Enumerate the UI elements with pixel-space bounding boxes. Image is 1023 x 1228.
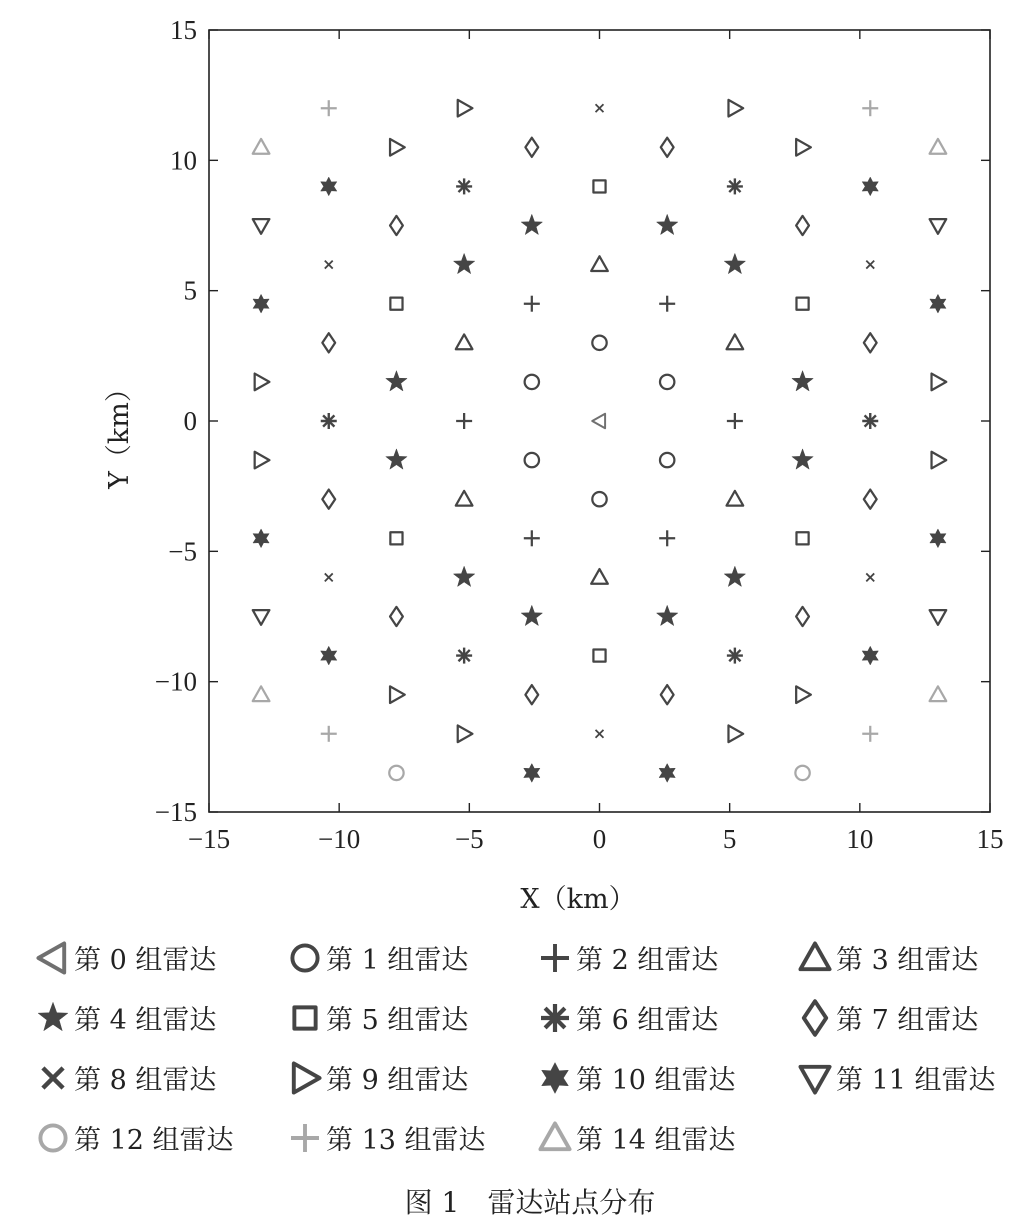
series-12-point bbox=[389, 766, 403, 780]
legend-label: 第 0 组雷达 bbox=[74, 945, 217, 976]
series-4-point bbox=[657, 214, 678, 234]
series-7-point bbox=[796, 607, 809, 626]
series-1-point bbox=[592, 492, 606, 506]
series-5 bbox=[390, 180, 808, 661]
y-tick-label: 10 bbox=[170, 145, 197, 176]
series-10-point bbox=[862, 646, 878, 665]
series-6-point bbox=[727, 648, 743, 664]
legend-label: 第 9 组雷达 bbox=[326, 1065, 469, 1096]
legend-marker bbox=[294, 1063, 320, 1092]
series-6-point bbox=[727, 178, 743, 194]
series-7-point bbox=[390, 607, 403, 626]
series-3 bbox=[456, 256, 743, 584]
series-0-point bbox=[592, 414, 605, 429]
series-14-point bbox=[253, 139, 270, 154]
legend-label: 第 1 组雷达 bbox=[326, 945, 469, 976]
series-8-point bbox=[596, 104, 604, 112]
series-2-point bbox=[727, 413, 743, 429]
legend-item bbox=[541, 1004, 718, 1036]
series-2-point bbox=[659, 530, 675, 546]
series-4-point bbox=[453, 566, 474, 586]
legend-item bbox=[294, 1005, 468, 1036]
legend-label: 第 4 组雷达 bbox=[74, 1005, 217, 1036]
scatter-marks bbox=[253, 100, 947, 782]
series-7-point bbox=[390, 216, 403, 235]
x-tick-label: 5 bbox=[722, 824, 737, 854]
series-4-point bbox=[386, 371, 407, 391]
series-5-point bbox=[390, 298, 402, 310]
series-4-point bbox=[792, 371, 813, 391]
legend bbox=[38, 943, 995, 1156]
x-tick-label: −5 bbox=[454, 824, 484, 854]
series-11 bbox=[253, 219, 947, 625]
x-tick-label: 10 bbox=[846, 824, 874, 854]
x-tick-label: −15 bbox=[187, 824, 231, 854]
y-tick-label: 15 bbox=[170, 15, 197, 45]
series-7-point bbox=[525, 685, 538, 704]
series-13-point bbox=[862, 100, 878, 116]
legend-marker bbox=[292, 945, 317, 970]
series-4-point bbox=[792, 449, 813, 469]
series-5-point bbox=[796, 298, 808, 310]
series-10-point bbox=[862, 177, 878, 196]
series-7 bbox=[322, 138, 876, 705]
series-3-point bbox=[727, 334, 744, 349]
legend-marker bbox=[38, 1002, 68, 1030]
series-9-point bbox=[728, 100, 743, 117]
series-1 bbox=[525, 336, 675, 507]
series-4-point bbox=[724, 253, 745, 273]
series-9 bbox=[255, 100, 947, 742]
series-4-point bbox=[724, 566, 745, 586]
series-4 bbox=[386, 214, 813, 625]
series-1-point bbox=[660, 375, 674, 389]
series-11-point bbox=[930, 610, 947, 625]
legend-item bbox=[38, 943, 216, 976]
series-14 bbox=[253, 139, 947, 701]
series-2-point bbox=[524, 530, 540, 546]
y-tick-label: 0 bbox=[183, 406, 197, 436]
series-8-point bbox=[325, 261, 333, 269]
series-10-point bbox=[253, 529, 269, 548]
series-7-point bbox=[525, 138, 538, 157]
series-6-point bbox=[862, 413, 878, 429]
series-6-point bbox=[456, 178, 472, 194]
series-10-point bbox=[930, 529, 946, 548]
series-12-point bbox=[795, 766, 809, 780]
series-10-point bbox=[253, 294, 269, 313]
legend-label: 第 6 组雷达 bbox=[576, 1005, 719, 1036]
legend-marker bbox=[804, 1001, 826, 1035]
series-1-point bbox=[525, 375, 539, 389]
series-8-point bbox=[866, 261, 874, 269]
series-6 bbox=[321, 178, 878, 663]
series-10-point bbox=[321, 646, 337, 665]
series-5-point bbox=[796, 532, 808, 544]
series-11-point bbox=[253, 219, 270, 234]
legend-item bbox=[38, 1002, 216, 1036]
series-9-point bbox=[255, 374, 270, 391]
y-axis-title: Y（km） bbox=[104, 375, 135, 489]
legend-item bbox=[540, 1123, 735, 1156]
series-11-point bbox=[930, 219, 947, 234]
series-11-point bbox=[253, 610, 270, 625]
legend-marker bbox=[541, 1004, 569, 1032]
x-axis-title: X（km） bbox=[520, 884, 636, 915]
series-3-point bbox=[591, 569, 608, 584]
series-5-point bbox=[593, 650, 605, 662]
legend-item bbox=[800, 1065, 995, 1096]
series-4-point bbox=[657, 605, 678, 625]
series-13 bbox=[321, 100, 878, 742]
series-2 bbox=[456, 296, 743, 547]
legend-item bbox=[800, 943, 978, 976]
series-10 bbox=[253, 177, 946, 782]
figure-caption: 图 1 雷达站点分布 bbox=[404, 1186, 656, 1219]
legend-item bbox=[43, 1065, 216, 1096]
series-7-point bbox=[661, 138, 674, 157]
legend-marker bbox=[38, 943, 64, 972]
series-7-point bbox=[796, 216, 809, 235]
series-9-point bbox=[796, 686, 811, 703]
x-tick-label: 15 bbox=[976, 824, 1004, 854]
series-13-point bbox=[321, 726, 337, 742]
legend-label: 第 14 组雷达 bbox=[576, 1125, 736, 1156]
y-tick-label: −10 bbox=[154, 666, 197, 697]
series-7-point bbox=[322, 490, 335, 509]
series-7-point bbox=[864, 333, 877, 352]
legend-marker bbox=[800, 943, 829, 969]
legend-label: 第 3 组雷达 bbox=[836, 945, 979, 976]
legend-marker bbox=[541, 944, 569, 972]
series-9-point bbox=[390, 139, 405, 156]
series-7-point bbox=[864, 490, 877, 509]
series-14-point bbox=[930, 686, 947, 701]
series-14-point bbox=[253, 686, 270, 701]
series-8-point bbox=[596, 730, 604, 738]
series-10-point bbox=[524, 764, 540, 783]
y-tick-label: −15 bbox=[154, 797, 197, 827]
series-12 bbox=[389, 766, 810, 780]
series-10-point bbox=[321, 177, 337, 196]
series-8 bbox=[325, 104, 874, 738]
series-7-point bbox=[322, 333, 335, 352]
legend-label: 第 5 组雷达 bbox=[326, 1005, 469, 1036]
series-5-point bbox=[593, 180, 605, 192]
series-0 bbox=[592, 414, 605, 429]
series-9-point bbox=[728, 725, 743, 742]
series-4-point bbox=[453, 253, 474, 273]
series-9-point bbox=[458, 725, 473, 742]
series-3-point bbox=[727, 491, 744, 506]
series-1-point bbox=[525, 453, 539, 467]
axis-ticks bbox=[155, 15, 1004, 854]
series-3-point bbox=[591, 256, 608, 271]
y-tick-label: −5 bbox=[168, 536, 197, 567]
legend-label: 第 11 组雷达 bbox=[836, 1065, 996, 1096]
legend-marker bbox=[542, 1063, 569, 1094]
series-10-point bbox=[659, 764, 675, 783]
x-tick-label: 0 bbox=[592, 824, 607, 854]
legend-label: 第 8 组雷达 bbox=[74, 1065, 217, 1096]
series-5-point bbox=[390, 532, 402, 544]
series-9-point bbox=[390, 686, 405, 703]
series-1-point bbox=[592, 336, 606, 350]
legend-marker bbox=[540, 1123, 569, 1149]
x-tick-label: −10 bbox=[318, 824, 361, 854]
legend-label: 第 12 组雷达 bbox=[74, 1125, 234, 1156]
series-9-point bbox=[932, 374, 947, 391]
legend-marker bbox=[800, 1067, 829, 1093]
series-10-point bbox=[930, 294, 946, 313]
series-13-point bbox=[862, 726, 878, 742]
y-tick-label: 5 bbox=[183, 275, 197, 306]
series-8-point bbox=[325, 573, 333, 581]
series-6-point bbox=[321, 413, 337, 429]
series-9-point bbox=[458, 100, 473, 117]
series-4-point bbox=[521, 214, 542, 234]
series-1-point bbox=[660, 453, 674, 467]
series-3-point bbox=[456, 334, 473, 349]
legend-marker bbox=[291, 1124, 319, 1152]
legend-item bbox=[294, 1063, 469, 1096]
legend-item bbox=[804, 1001, 979, 1036]
legend-label: 第 10 组雷达 bbox=[576, 1065, 736, 1096]
legend-item bbox=[291, 1124, 486, 1156]
legend-marker bbox=[294, 1007, 315, 1028]
series-2-point bbox=[456, 413, 472, 429]
legend-label: 第 2 组雷达 bbox=[576, 945, 719, 976]
series-2-point bbox=[659, 296, 675, 312]
legend-label: 第 13 组雷达 bbox=[326, 1125, 486, 1156]
legend-item bbox=[542, 1063, 736, 1096]
legend-marker bbox=[40, 1125, 65, 1150]
series-9-point bbox=[796, 139, 811, 156]
series-4-point bbox=[386, 449, 407, 469]
series-9-point bbox=[932, 452, 947, 469]
series-9-point bbox=[255, 452, 270, 469]
legend-item bbox=[40, 1125, 233, 1156]
series-13-point bbox=[321, 100, 337, 116]
legend-marker bbox=[43, 1068, 63, 1088]
series-7-point bbox=[661, 685, 674, 704]
series-4-point bbox=[521, 605, 542, 625]
series-8-point bbox=[866, 573, 874, 581]
legend-item bbox=[541, 944, 718, 976]
legend-item bbox=[292, 945, 468, 976]
series-6-point bbox=[456, 648, 472, 664]
series-14-point bbox=[930, 139, 947, 154]
series-3-point bbox=[456, 491, 473, 506]
legend-label: 第 7 组雷达 bbox=[836, 1005, 979, 1036]
series-2-point bbox=[524, 296, 540, 312]
